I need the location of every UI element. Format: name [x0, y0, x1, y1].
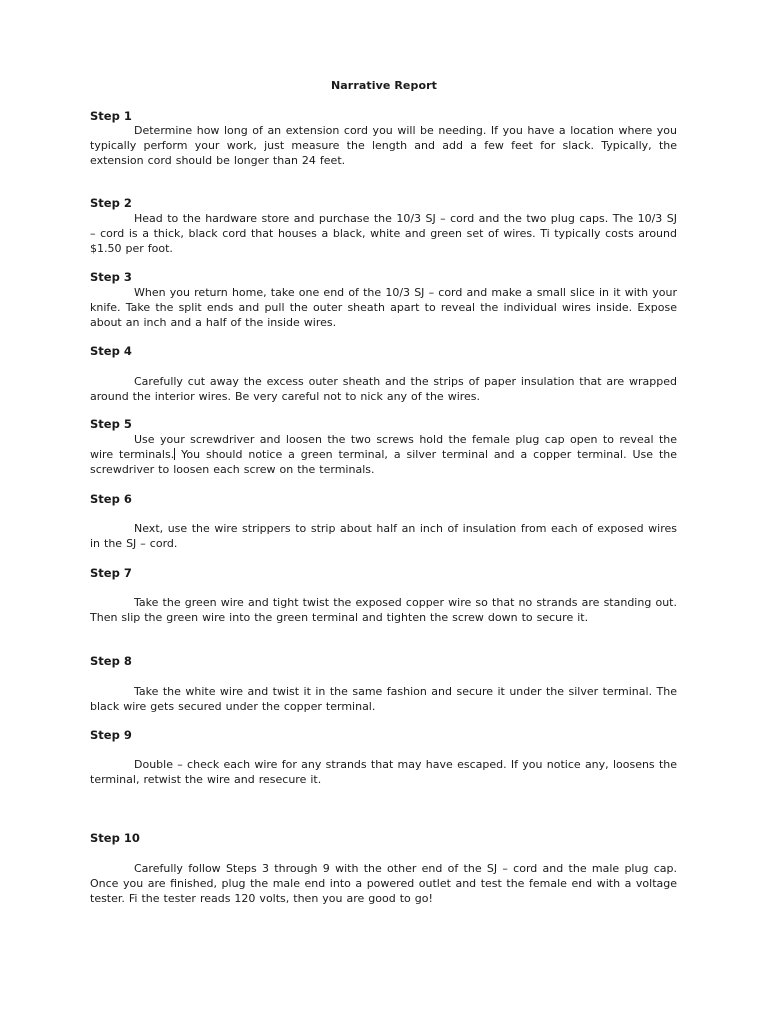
step-6-text: Next, use the wire strippers to strip about half an inch of insulation from each of exposed wires in the SJ – cord.: [90, 522, 677, 550]
step-10-heading: Step 10: [90, 831, 140, 845]
step-10-text: Carefully follow Steps 3 through 9 with the other end of the SJ – cord and the male plug cap. Once you are finished, plug the male end into a powered outlet and test the female end with a voltage tester. Fi the tester reads 120 volts, then you are good to go!: [90, 862, 677, 905]
step-3-heading: Step 3: [90, 270, 132, 284]
step-1-text: Determine how long of an extension cord you will be needing. If you have a location where you typically perform your work, just measure the length and add a few feet for slack. Typically, the extension cord should be longer than 24 feet.: [90, 124, 677, 167]
step-2-text: Head to the hardware store and purchase the 10/3 SJ – cord and the two plug caps. The 10/3 SJ – cord is a thick, black cord that houses a black, white and green set of wires. Ti typically costs around $1.50 per foot.: [90, 212, 677, 255]
step-5-text-end: You should notice a green terminal, a silver terminal and a copper terminal. Use the screwdriver to loosen each screw on the terminals.: [90, 448, 678, 476]
step-9-heading: Step 9: [90, 728, 132, 742]
step-3-text: When you return home, take one end of the 10/3 SJ – cord and make a small slice in it with your knife. Take the split ends and pull the outer sheath apart to reveal the individual wires inside. Expose about an inch and a half of the inside wires.: [90, 286, 677, 329]
step-2-heading: Step 2: [90, 196, 132, 210]
step-5-heading: Step 5: [90, 417, 132, 431]
step-1-heading: Step 1: [90, 109, 132, 123]
step-6-heading: Step 6: [90, 492, 132, 506]
step-9-text: Double – check each wire for any strands that may have escaped. If you notice any, loosens the terminal, retwist the wire and resecure it.: [90, 758, 677, 786]
step-8-text: Take the white wire and twist it in the same fashion and secure it under the silver terminal. The black wire gets secured under the copper terminal.: [90, 685, 677, 713]
step-8-heading: Step 8: [90, 654, 132, 668]
step-4-heading: Step 4: [90, 344, 132, 358]
step-4-text: Carefully cut away the excess outer sheath and the strips of paper insulation that are wrapped around the interior wires. Be very careful not to nick any of the wires.: [90, 375, 677, 403]
step-5-text[interactable]: [90, 432, 677, 477]
step-7-text: Take the green wire and tight twist the exposed copper wire so that no strands are standing out. Then slip the green wire into the green terminal and tighten the screw down to secure it.: [90, 596, 677, 624]
step-5-text-start: Use your screwdriver and loosen the two screws hold the female plug cap open to reveal the wire terminals.: [90, 433, 677, 461]
step-7-heading: Step 7: [90, 566, 132, 580]
document-title: Narrative Report: [330, 79, 438, 92]
